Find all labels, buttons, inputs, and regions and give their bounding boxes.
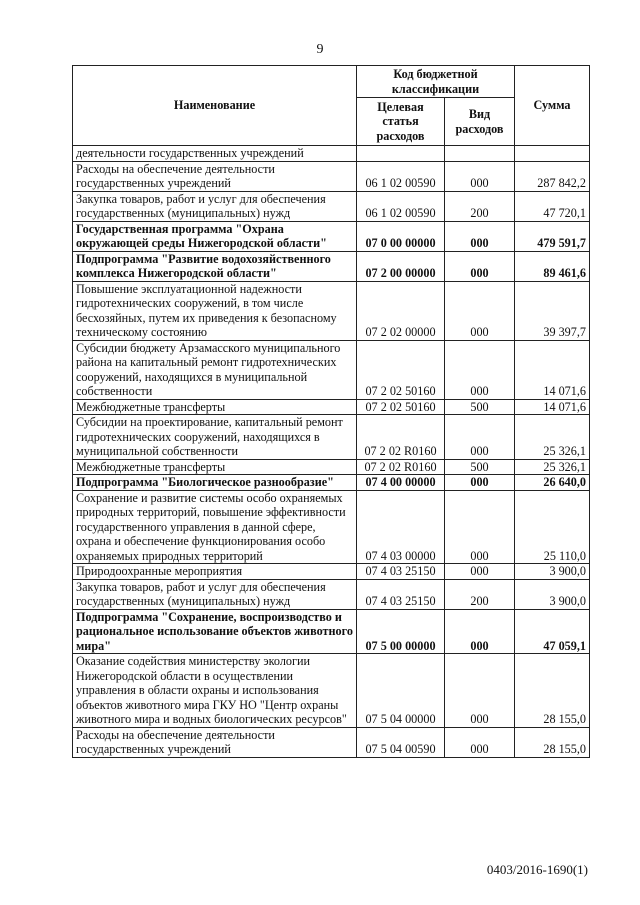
header-name: Наименование [73,66,357,146]
table-row [73,146,590,162]
table-row [73,221,590,251]
row-name: Подпрограмма "Развитие водохозяйственного комплекса Нижегородской области" [73,251,357,281]
table-row [73,161,590,191]
row-expense-kind: 000 [445,340,515,399]
row-expense-kind: 000 [445,654,515,728]
row-expense-kind: 200 [445,191,515,221]
table-row [73,727,590,757]
row-sum: 26 640,0 [515,475,590,491]
row-target-code: 07 5 04 00000 [357,654,445,728]
row-sum: 25 110,0 [515,490,590,564]
page-number: 9 [316,42,324,57]
table-row [73,399,590,415]
row-target-code: 07 2 02 R0160 [357,459,445,475]
row-expense-kind: 200 [445,579,515,609]
row-sum: 3 900,0 [515,564,590,580]
row-expense-kind: 000 [445,415,515,460]
row-sum: 479 591,7 [515,221,590,251]
row-sum [515,146,590,162]
row-name: Закупка товаров, работ и услуг для обеспечения государственных (муниципальных) нужд [73,191,357,221]
row-name: Государственная программа "Охрана окружающей среды Нижегородской области" [73,221,357,251]
row-target-code: 07 4 03 00000 [357,490,445,564]
row-sum: 28 155,0 [515,654,590,728]
row-sum: 25 326,1 [515,415,590,460]
row-name: Межбюджетные трансферты [73,399,357,415]
row-target-code: 07 5 00 00000 [357,609,445,654]
header-expense-kind: Вид расходов [445,98,515,146]
row-sum: 14 071,6 [515,340,590,399]
row-target-code: 07 4 00 00000 [357,475,445,491]
row-sum: 28 155,0 [515,727,590,757]
row-target-code: 07 4 03 25150 [357,564,445,580]
row-expense-kind: 000 [445,727,515,757]
table-row [73,579,590,609]
header-target-article: Целевая статья расходов [357,98,445,146]
row-name: Расходы на обеспечение деятельности государственных учреждений [73,161,357,191]
row-expense-kind: 500 [445,399,515,415]
table-row [73,415,590,460]
row-sum: 39 397,7 [515,281,590,340]
row-sum: 47 720,1 [515,191,590,221]
row-name: Субсидии бюджету Арзамасского муниципального района на капитальный ремонт гидротехнических сооружений, находящихся в муниципальной собственности [73,340,357,399]
row-name: Подпрограмма "Сохранение, воспроизводство и рациональное использование объектов животного мира" [73,609,357,654]
row-expense-kind [445,146,515,162]
row-target-code: 06 1 02 00590 [357,161,445,191]
row-expense-kind: 500 [445,459,515,475]
table-body [73,146,590,758]
row-expense-kind: 000 [445,281,515,340]
row-expense-kind: 000 [445,161,515,191]
row-name: Оказание содействия министерству экологии Нижегородской области в осуществлении управления в области охраны и использования объектов животного мира ГКУ НО "Центр охраны животного мира и водных биологических ресурсов" [73,654,357,728]
document-reference: 0403/2016-1690(1) [486,862,588,877]
table-row [73,490,590,564]
table-header [73,66,590,146]
row-name: Повышение эксплуатационной надежности гидротехнических сооружений, в том числе бесхозяйных, путем их приведения к безопасному техническому состоянию [73,281,357,340]
row-target-code: 07 2 02 00000 [357,281,445,340]
row-target-code [357,146,445,162]
table-row [73,564,590,580]
row-name: Подпрограмма "Биологическое разнообразие" [73,475,357,491]
row-name: деятельности государственных учреждений [73,146,357,162]
row-target-code: 07 5 04 00590 [357,727,445,757]
row-target-code: 07 2 02 50160 [357,399,445,415]
row-name: Субсидии на проектирование, капитальный ремонт гидротехнических сооружений, находящихся в муниципальной собственности [73,415,357,460]
row-target-code: 07 4 03 25150 [357,579,445,609]
row-expense-kind: 000 [445,564,515,580]
row-expense-kind: 000 [445,609,515,654]
budget-table [72,65,590,758]
row-sum: 287 842,2 [515,161,590,191]
table-row [73,609,590,654]
row-target-code: 07 2 00 00000 [357,251,445,281]
row-sum: 47 059,1 [515,609,590,654]
row-name: Природоохранные мероприятия [73,564,357,580]
table-row [73,281,590,340]
row-target-code: 07 0 00 00000 [357,221,445,251]
header-kbk: Код бюджетной классификации [357,66,515,98]
row-target-code: 07 2 02 50160 [357,340,445,399]
table-row [73,459,590,475]
table-row [73,191,590,221]
row-target-code: 06 1 02 00590 [357,191,445,221]
row-expense-kind: 000 [445,251,515,281]
row-sum: 25 326,1 [515,459,590,475]
row-sum: 89 461,6 [515,251,590,281]
row-name: Закупка товаров, работ и услуг для обеспечения государственных (муниципальных) нужд [73,579,357,609]
header-sum: Сумма [515,66,590,146]
row-expense-kind: 000 [445,490,515,564]
table-row [73,654,590,728]
row-sum: 14 071,6 [515,399,590,415]
table-row [73,340,590,399]
table-row [73,251,590,281]
row-sum: 3 900,0 [515,579,590,609]
row-target-code: 07 2 02 R0160 [357,415,445,460]
row-name: Межбюджетные трансферты [73,459,357,475]
row-name: Расходы на обеспечение деятельности государственных учреждений [73,727,357,757]
table-row [73,475,590,491]
row-expense-kind: 000 [445,475,515,491]
row-expense-kind: 000 [445,221,515,251]
row-name: Сохранение и развитие системы особо охраняемых природных территорий, повышение эффективности государственного управления в данной сфере, охрана и обеспечение функционирования особо охраняемых природных территорий [73,490,357,564]
